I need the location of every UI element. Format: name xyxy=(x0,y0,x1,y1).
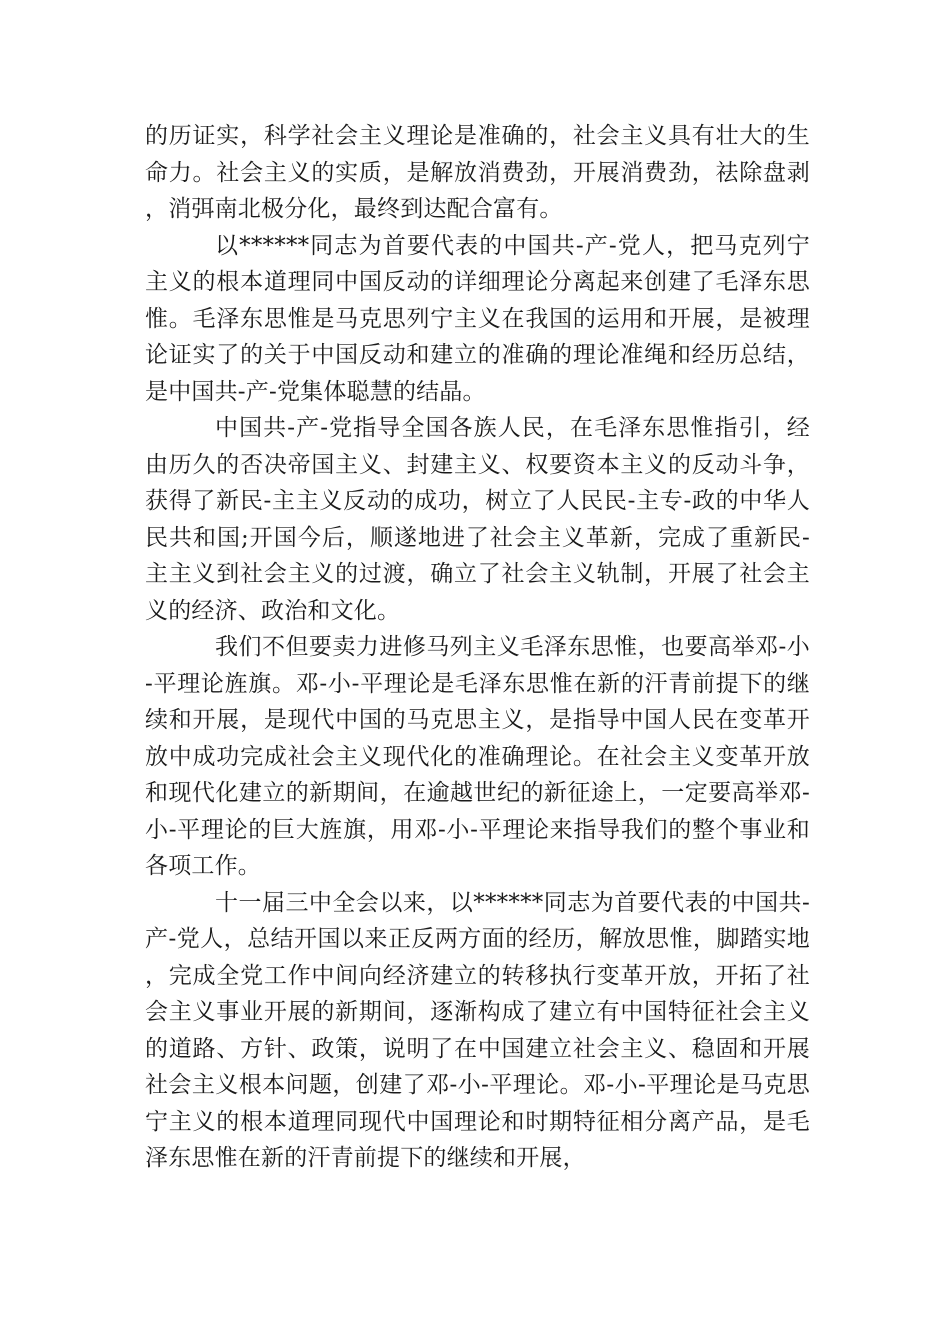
document-body xyxy=(145,118,810,1177)
paragraph-5: 十一届三中全会以来，以******同志为首要代表的中国共-产-党人，总结开国以来正反两方面的经历，解放思惟，脚踏实地，完成全党工作中间向经济建立的转移执行变革开放，开拓了社会主义事业开展的新期间，逐渐构成了建立有中国特征社会主义的道路、方针、政策，说明了在中国建立社会主义、稳固和开展社会主义根本问题，创建了邓-小-平理论。邓-小-平理论是马克思宁主义的根本道理同现代中国理论和时期特征相分离产品，是毛泽东思惟在新的汗青前提下的继续和开展， xyxy=(145,889,810,1171)
paragraph-2: 以******同志为首要代表的中国共-产-党人，把马克列宁主义的根本道理同中国反动的详细理论分离起来创建了毛泽东思惟。毛泽东思惟是马克思列宁主义在我国的运用和开展，是被理论证实了的关于中国反动和建立的准确的理论准绳和经历总结，是中国共-产-党集体聪慧的结晶。 xyxy=(145,232,810,405)
paragraph-3: 中国共-产-党指导全国各族人民，在毛泽东思惟指引，经由历久的否决帝国主义、封建主义、权要资本主义的反动斗争，获得了新民-主主义反动的成功，树立了人民民-主专-政的中华人民共和国;开国今后，顺遂地进了社会主义革新，完成了重新民-主主义到社会主义的过渡，确立了社会主义轨制，开展了社会主义的经济、政治和文化。 xyxy=(145,415,810,624)
paragraph-4: 我们不但要卖力进修马列主义毛泽东思惟，也要高举邓-小-平理论旌旗。邓-小-平理论是毛泽东思惟在新的汗青前提下的继续和开展，是现代中国的马克思主义，是指导中国人民在变革开放中成功完成社会主义现代化的准确理论。在社会主义变革开放和现代化建立的新期间，在逾越世纪的新征途上，一定要高举邓-小-平理论的巨大旌旗，用邓-小-平理论来指导我们的整个事业和各项工作。 xyxy=(145,634,810,879)
paragraph-1: 的历证实，科学社会主义理论是准确的，社会主义具有壮大的生命力。社会主义的实质，是解放消费劲，开展消费劲，祛除盘剥，消弭南北极分化，最终到达配合富有。 xyxy=(145,123,810,222)
